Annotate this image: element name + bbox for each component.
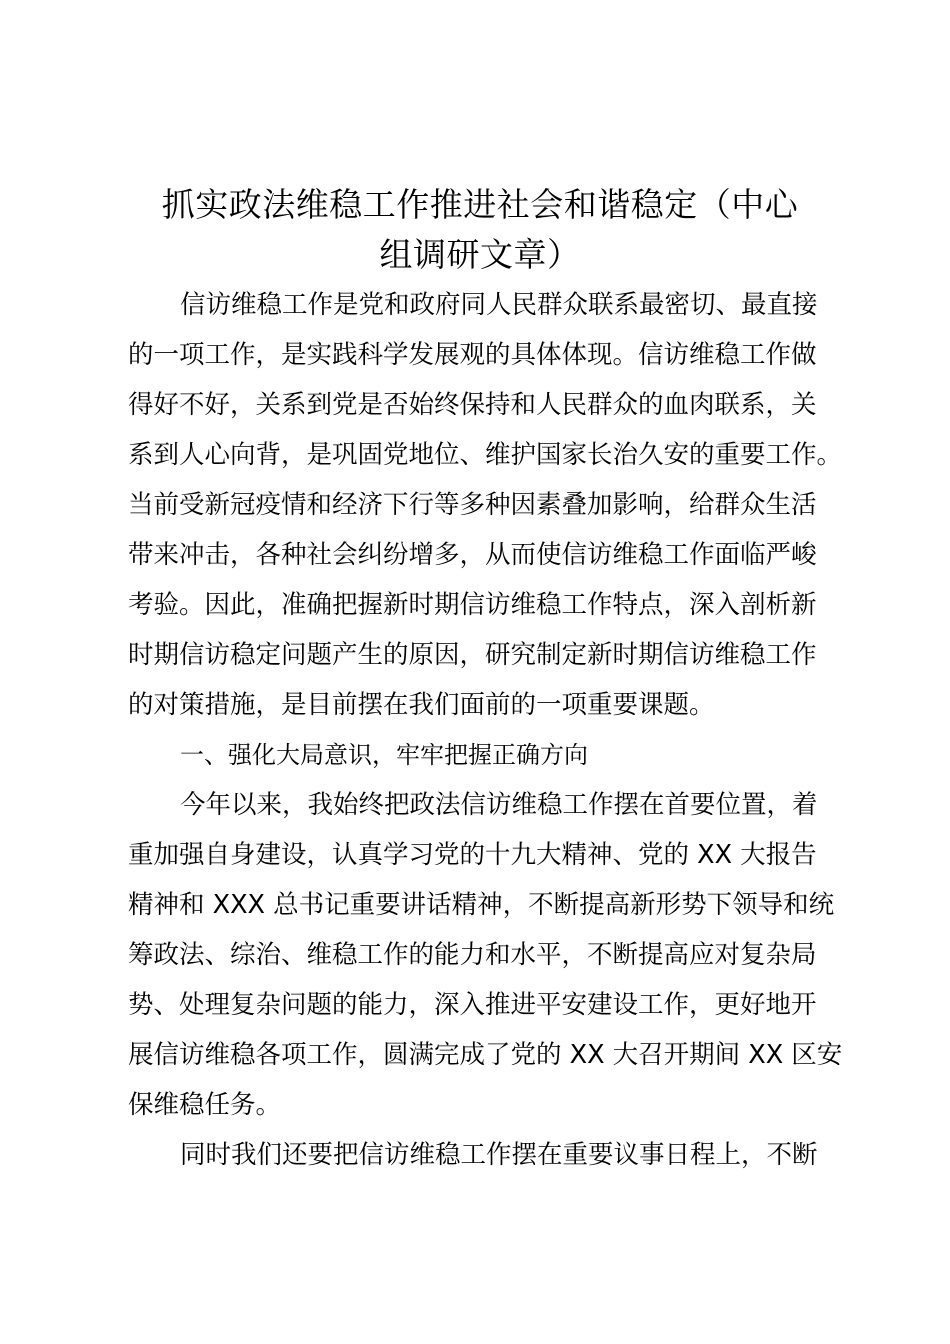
paragraph-line: 今年以来，我始终把政法信访维稳工作摆在首要位置，着 [180,790,818,820]
paragraph-line: 势、处理复杂问题的能力，深入推进平安建设工作，更好地开 [128,990,817,1020]
section-heading [128,730,832,780]
document-title [128,180,832,280]
title-line: 抓实政法维稳工作推进社会和谐稳定（中心 [161,185,799,224]
paragraph-line: 展信访维稳各项工作，圆满完成了党的 XX 大召开期间 XX 区安 [128,1040,843,1070]
body-paragraph [128,780,843,1130]
paragraph-line: 时期信访稳定问题产生的原因，研究制定新时期信访维稳工作 [128,640,817,670]
paragraph-line: 带来冲击，各种社会纠纷增多，从而使信访维稳工作面临严峻 [128,540,817,570]
paragraph-line: 保维稳任务。 [128,1090,282,1120]
paragraph-line: 当前受新冠疫情和经济下行等多种因素叠加影响，给群众生活 [128,490,817,520]
title-line: 组调研文章） [379,235,581,274]
paragraph-line: 筹政法、综治、维稳工作的能力和水平，不断提高应对复杂局 [128,940,817,970]
intro-paragraph [128,280,843,730]
paragraph-line: 信访维稳工作是党和政府同人民群众联系最密切、最直接 [180,290,818,320]
paragraph-line: 得好不好，关系到党是否始终保持和人民群众的血肉联系，关 [128,390,817,420]
body-paragraph [128,1130,832,1180]
paragraph-line: 系到人心向背，是巩固党地位、维护国家长治久安的重要工作。 [128,440,843,470]
paragraph-line: 重加强自身建设，认真学习党的十九大精神、党的 XX 大报告 [128,840,817,870]
paragraph-line: 的对策措施，是目前摆在我们面前的一项重要课题。 [128,690,715,720]
paragraph-line: 同时我们还要把信访维稳工作摆在重要议事日程上，不断 [180,1140,818,1170]
paragraph-line: 的一项工作，是实践科学发展观的具体体现。信访维稳工作做 [128,340,817,370]
document-body [128,280,843,1180]
paragraph-line: 考验。因此，准确把握新时期信访维稳工作特点，深入剖析新 [128,590,817,620]
section-heading-text: 一、强化大局意识，牢牢把握正确方向 [180,741,588,769]
paragraph-line: 精神和 XXX 总书记重要讲话精神，不断提高新形势下领导和统 [128,890,835,920]
